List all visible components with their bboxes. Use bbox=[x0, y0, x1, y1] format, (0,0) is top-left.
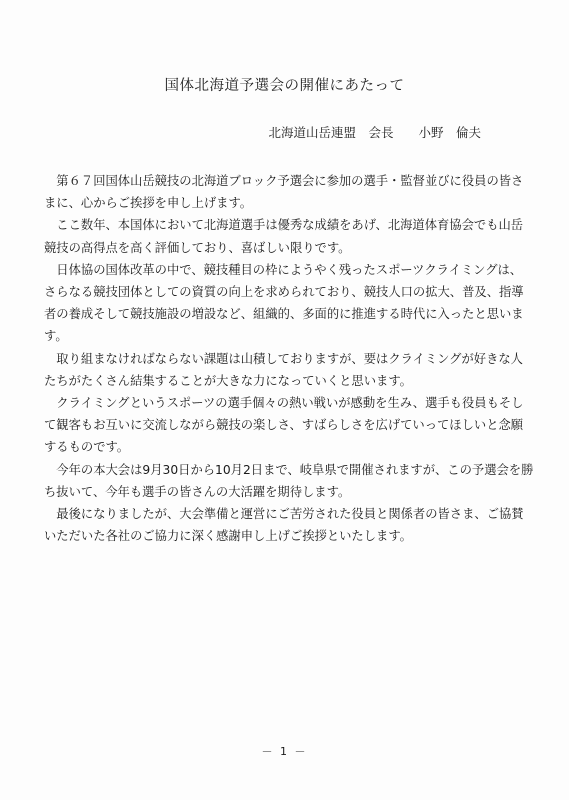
document-title: 国体北海道予選会の開催にあたって bbox=[164, 78, 405, 94]
document-body bbox=[44, 170, 534, 547]
paragraph-greeting: 第６７回国体山岳競技の北海道ブロック予選会に参加の選手・監督並びに役員の皆さまに、心からご挨拶を申し上げます。 bbox=[44, 174, 524, 211]
paragraph-sport: クライミングというスポーツの選手個々の熱い戦いが感動を生み、選手も役員もそして観客もお互いに交流しながら競技の楽しさ、すばらしさを広げていってほしいと念願するものです。 bbox=[44, 396, 524, 455]
paragraph-reform: 日体協の国体改革の中で、競技種目の枠にようやく残ったスポーツクライミングは、さらなる競技団体としての資質の向上を求められており、競技人口の拡大、普及、指導者の養成そして競技施設の増設など、組織的、多面的に推進する時代に入ったと思います。 bbox=[44, 262, 524, 344]
paragraph-tournament: 今年の本大会は9月30日から10月2日まで、岐阜県で開催されますが、この予選会を勝ち抜いて、今年も選手の皆さんの大活躍を期待します。 bbox=[44, 462, 534, 499]
page-number: － 1 － bbox=[261, 745, 308, 758]
paragraph-challenges: 取り組まなければならない課題は山積しておりますが、要はクライミングが好きな人たちがたくさん結集することが大きな力になっていくと思います。 bbox=[44, 351, 523, 388]
paragraph-closing: 最後になりましたが、大会準備と運営にご苦労された役員と関係者の皆さま、ご協賛いただいた各社のご協力に深く感謝申し上げご挨拶といたします。 bbox=[44, 507, 524, 544]
paragraph-results: ここ数年、本国体において北海道選手は優秀な成績をあげ、北海道体育協会でも山岳競技の高得点を高く評価しており、喜ばしい限りです。 bbox=[44, 218, 524, 255]
author-line: 北海道山岳連盟 会長 小野 倫夫 bbox=[268, 125, 481, 140]
